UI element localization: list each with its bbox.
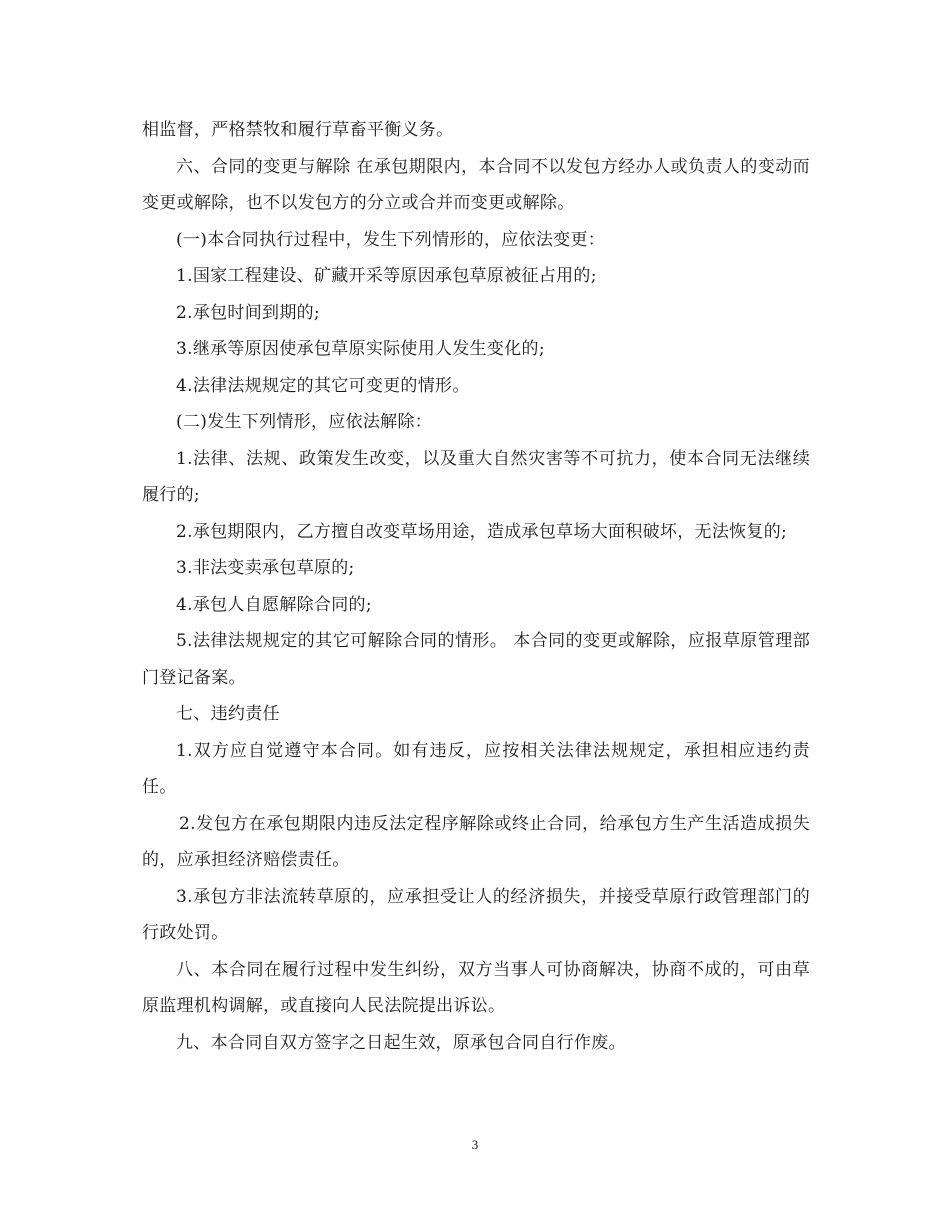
list-item-change-2: 2.承包时间到期的;: [176, 302, 320, 323]
list-item-change-3: 3.继承等原因使承包草原实际使用人发生变化的;: [176, 339, 545, 359]
list-item-liability-3: 3.承包方非法流转草原的，应承担受让人的经济损失，并接受草原行政管理部门的行政处罚。: [142, 886, 810, 943]
paragraph-termination-conditions: (二)发生下列情形，应依法解除：: [176, 412, 433, 432]
list-item-change-4: 4.法律法规规定的其它可变更的情形。: [176, 375, 470, 396]
page-number: 3: [471, 1137, 479, 1152]
paragraph-section-9: 九、本合同自双方签字之日起生效，原承包合同自行作废。: [176, 1032, 626, 1053]
paragraph-change-conditions: (一)本合同执行过程中，发生下列情形的，应依法变更：: [176, 229, 606, 250]
paragraph-continuation: 相监督，严格禁牧和履行草畜平衡义务。: [142, 120, 454, 140]
list-item-liability-1: 1.双方应自觉遵守本合同。如有违反，应按相关法律法规规定，承担相应违约责任。: [142, 740, 810, 797]
paragraph-section-8: 八、本合同在履行过程中发生纠纷，双方当事人可协商解决，协商不成的，可由草原监理机构调解，或直接向人民法院提出诉讼。: [142, 959, 810, 1016]
list-item-termination-4: 4.承包人自愿解除合同的;: [176, 594, 372, 615]
list-item-change-1: 1.国家工程建设、矿藏开采等原因承包草原被征占用的;: [176, 266, 597, 286]
paragraph-section-7-heading: 七、违约责任: [176, 704, 280, 724]
list-item-termination-5: 5.法律法规规定的其它可解除合同的情形。 本合同的变更或解除，应报草原管理部门登记备案。: [142, 631, 810, 688]
paragraph-section-6-heading: 六、合同的变更与解除 在承包期限内，本合同不以发包方经办人或负责人的变动而变更或解除，也不以发包方的分立或合并而变更或解除。: [142, 156, 810, 213]
document-body: [142, 112, 810, 1061]
list-item-termination-1: 1.法律、法规、政策发生改变，以及重大自然灾害等不可抗力，使本合同无法继续履行的;: [142, 448, 810, 505]
list-item-liability-2: 2.发包方在承包期限内违反法定程序解除或终止合同，给承包方生产生活造成损失的，应承担经济赔偿责任。: [142, 813, 810, 870]
list-item-termination-3: 3.非法变卖承包草原的;: [176, 558, 355, 578]
list-item-termination-2: 2.承包期限内，乙方擅自改变草场用途，造成承包草场大面积破坏，无法恢复的;: [176, 521, 788, 542]
